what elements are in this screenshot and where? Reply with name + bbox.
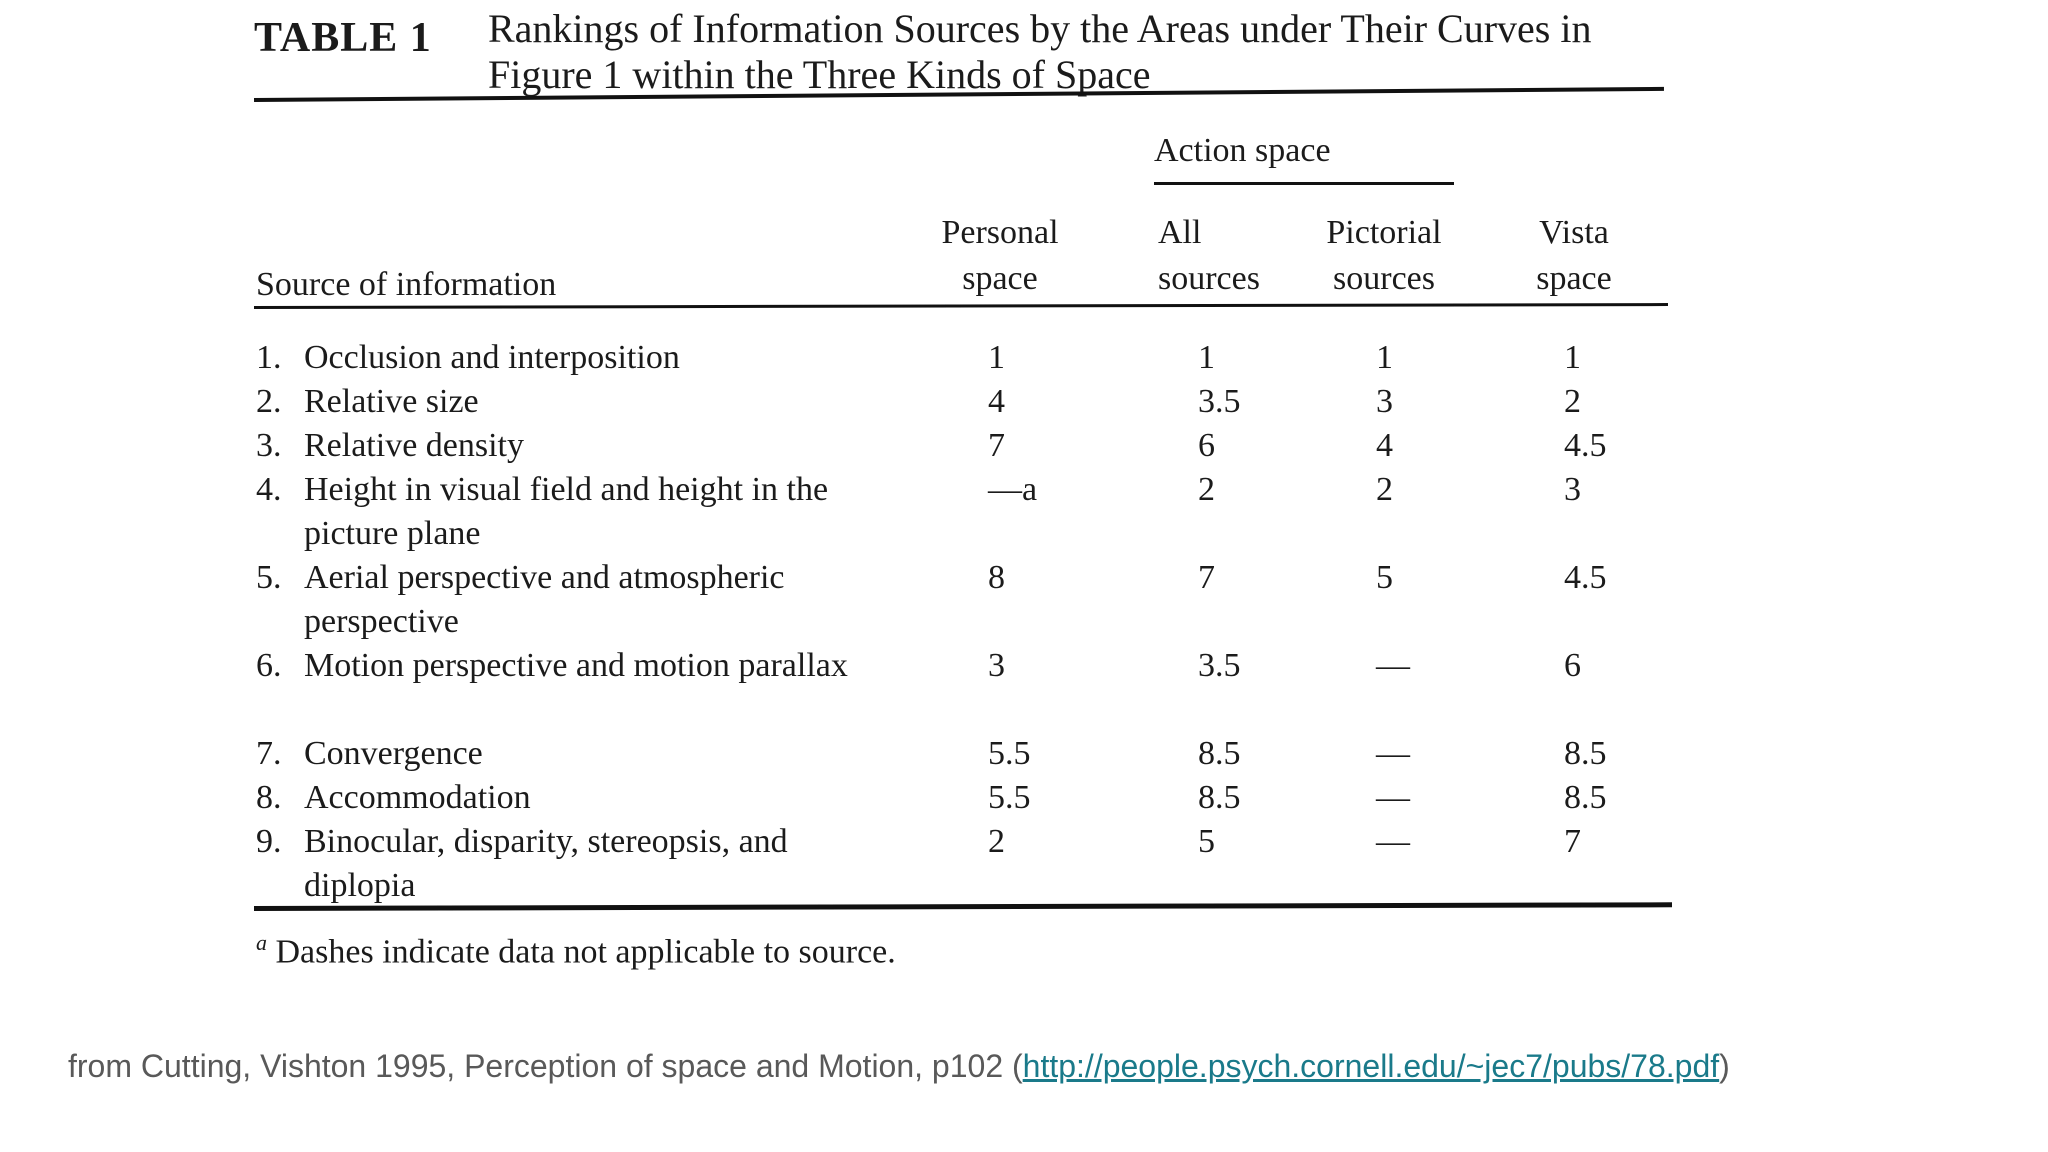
row-label: Aerial perspective and atmospheric perspective (304, 559, 785, 640)
table-title: Rankings of Information Sources by the Areas under Their Curves in Figure 1 within the Three Kinds of Space (488, 6, 1592, 97)
cell-all-sources: 1 (1198, 339, 1215, 376)
col-header-pictorial-line1: Pictorial (1326, 214, 1442, 251)
cell-personal: 3 (988, 647, 1005, 684)
cell-pictorial: — (1376, 647, 1410, 684)
row-label: Relative density (304, 427, 525, 464)
col-header-personal-line1: Personal (941, 214, 1059, 251)
cell-all-sources: 8.5 (1198, 735, 1241, 772)
row-label: Occlusion and interposition (304, 339, 680, 376)
cell-vista: 8.5 (1564, 735, 1607, 772)
footnote-marker: a (256, 930, 267, 955)
cell-vista: 6 (1564, 647, 1581, 684)
cell-vista: 3 (1564, 471, 1581, 508)
cell-all-sources: 5 (1198, 823, 1215, 860)
table-footnote (256, 930, 896, 971)
row-number: 8. (256, 779, 282, 816)
cell-personal: 8 (988, 559, 1005, 596)
row-label: Relative size (304, 383, 479, 420)
cell-personal: —a (988, 471, 1038, 508)
cell-personal: 4 (988, 383, 1005, 420)
col-header-vista (1484, 210, 1664, 302)
cell-all-sources: 3.5 (1198, 647, 1241, 684)
row-number: 3. (256, 427, 282, 464)
row-label: Accommodation (304, 779, 531, 816)
col-header-all-line2: sources (1158, 260, 1260, 297)
source-caption (68, 1048, 1730, 1085)
cell-all-sources: 2 (1198, 471, 1215, 508)
row-number: 4. (256, 471, 282, 508)
cell-pictorial: — (1376, 823, 1410, 860)
col-header-vista-line2: space (1536, 260, 1612, 297)
row-number: 6. (256, 647, 282, 684)
col-header-pictorial (1294, 210, 1474, 302)
row-number: 9. (256, 823, 282, 860)
cell-all-sources: 6 (1198, 427, 1215, 464)
row-number: 1. (256, 339, 282, 376)
cell-vista: 2 (1564, 383, 1581, 420)
col-header-all-line1: All (1158, 214, 1202, 251)
table-label: TABLE 1 (254, 15, 432, 61)
row-label: Binocular, disparity, stereopsis, and diplopia (304, 823, 788, 904)
cell-all-sources: 7 (1198, 559, 1215, 596)
cell-personal: 5.5 (988, 735, 1031, 772)
cell-personal: 1 (988, 339, 1005, 376)
cell-pictorial: 3 (1376, 383, 1393, 420)
cell-pictorial: — (1376, 735, 1410, 772)
cell-vista: 1 (1564, 339, 1581, 376)
cell-pictorial: — (1376, 779, 1410, 816)
action-space-rule (1154, 182, 1454, 185)
cell-vista: 8.5 (1564, 779, 1607, 816)
cell-pictorial: 2 (1376, 471, 1393, 508)
row-label: Convergence (304, 735, 483, 772)
cell-personal: 2 (988, 823, 1005, 860)
col-header-vista-line1: Vista (1539, 214, 1609, 251)
col-header-personal (910, 210, 1090, 302)
cell-pictorial: 5 (1376, 559, 1393, 596)
cell-all-sources: 3.5 (1198, 383, 1241, 420)
row-number: 2. (256, 383, 282, 420)
col-header-pictorial-line2: sources (1333, 260, 1435, 297)
cell-pictorial: 1 (1376, 339, 1393, 376)
row-number: 5. (256, 559, 282, 596)
col-header-personal-line2: space (962, 260, 1038, 297)
row-label: Motion perspective and motion parallax (304, 647, 848, 684)
action-space-header: Action space (1154, 132, 1331, 169)
cell-pictorial: 4 (1376, 427, 1393, 464)
source-link[interactable]: http://people.psych.cornell.edu/~jec7/pubs/78.pdf (1022, 1048, 1720, 1084)
cell-vista: 4.5 (1564, 559, 1607, 596)
caption-suffix: ) (1719, 1048, 1730, 1084)
cell-personal: 5.5 (988, 779, 1031, 816)
cell-personal: 7 (988, 427, 1005, 464)
cell-vista: 4.5 (1564, 427, 1607, 464)
col-header-all-sources (1124, 210, 1308, 302)
footnote-text: Dashes indicate data not applicable to source. (275, 933, 896, 971)
table-figure (254, 0, 1674, 990)
source-header: Source of information (256, 266, 557, 303)
cell-all-sources: 8.5 (1198, 779, 1241, 816)
cell-vista: 7 (1564, 823, 1581, 860)
row-number: 7. (256, 735, 282, 772)
caption-prefix: from Cutting, Vishton 1995, Perception of space and Motion, p102 ( (68, 1048, 1023, 1084)
row-label: Height in visual field and height in the picture plane (304, 471, 829, 552)
